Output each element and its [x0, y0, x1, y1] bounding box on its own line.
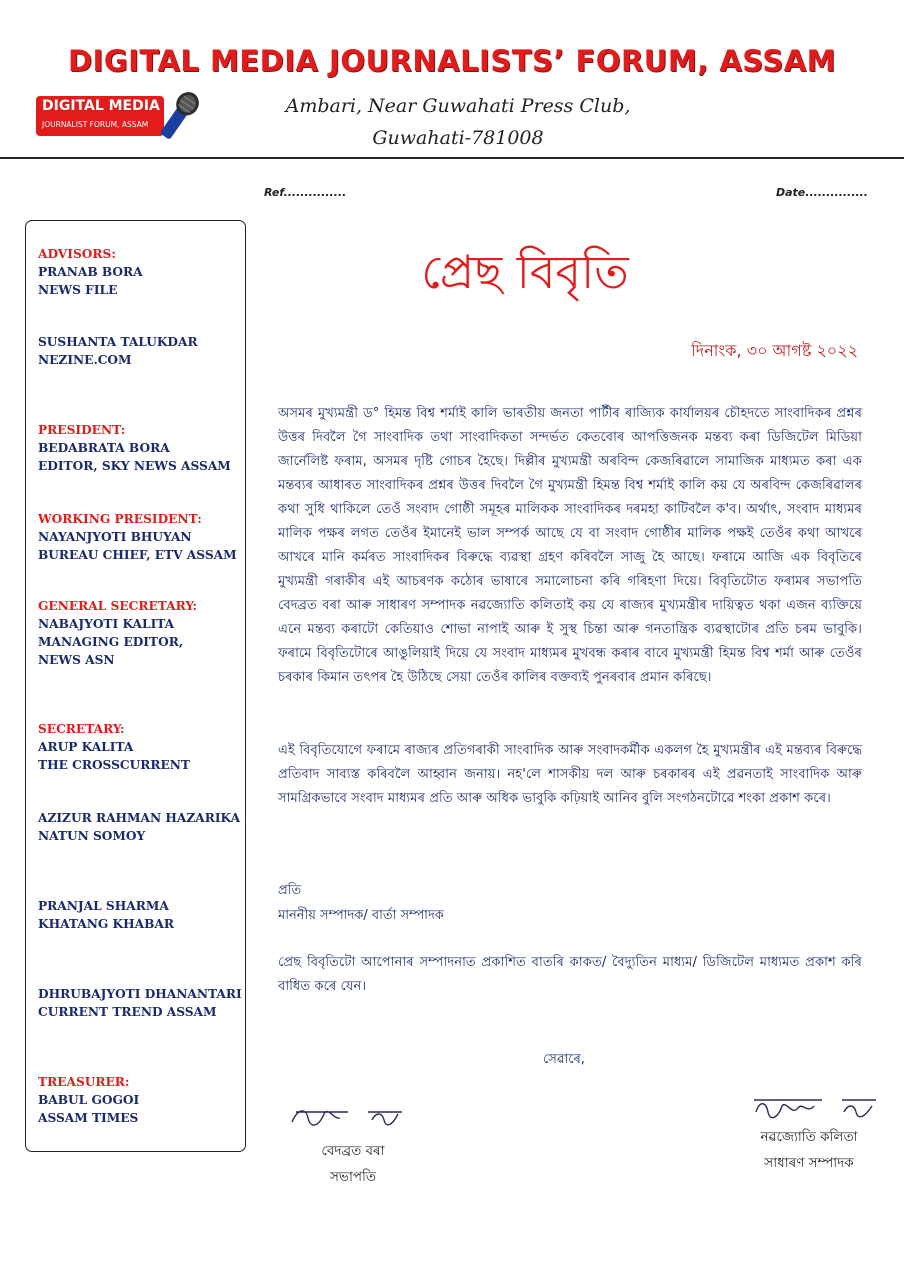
- advisors-block: [38, 245, 143, 299]
- president-role: PRESIDENT:: [38, 423, 126, 437]
- working-president-name: NAYANJYOTI BHUYAN: [38, 530, 192, 544]
- president-org: EDITOR, SKY NEWS ASSAM: [38, 459, 231, 473]
- member1-block: [38, 809, 240, 845]
- publication-request: প্ৰেছ বিবৃতিটো আপোনাৰ সম্পাদনাত প্ৰকাশিত বাতৰি কাকত/ বৈদ্যুতিন মাধ্যম/ ডিজিটেল মাধ্যমত প্ৰকাশ কৰি বাধিত কৰে যেন।: [278, 955, 862, 994]
- press-release-title: প্ৰেছ বিবৃতি: [421, 245, 629, 299]
- recipient-label: মাননীয় সম্পাদক/ বাৰ্তা সম্পাদক: [278, 908, 444, 923]
- treasurer-name: BABUL GOGOI: [38, 1093, 140, 1107]
- header-divider: [0, 157, 904, 159]
- general-secretary-name: NABAJYOTI KALITA: [38, 617, 175, 631]
- date-label: Date...............: [776, 186, 868, 199]
- secretary-role: SECRETARY:: [38, 722, 125, 736]
- logo-text-main: DIGITAL MEDIA: [42, 98, 160, 114]
- body-paragraph-1: অসমৰ মুখ্যমন্ত্ৰী ড° হিমন্ত বিশ্ব শৰ্মাই কালি ভাৰতীয় জনতা পাৰ্টীৰ ৰাজ্যিক কাৰ্যালয়ৰ চৌহদতে সাংবাদিকৰ প্ৰশ্নৰ উত্তৰ দিবলৈ গৈ সাংবাদিক তথা সাংবাদিকতা সন্দৰ্ভত কেতবোৰ আপত্তিজনক মন্তব্য কৰা ডিজিটেল মিডিয়া জাৰ্নেলিষ্ট ফৰাম, অসমৰ দৃষ্টি গোচৰ হৈছে। দিল্লীৰ মুখ্যমন্ত্ৰী অৰবিন্দ কেজৰিৱালে সামাজিক মাধ্যমত কৰা এক মন্তব্যৰ আধাৰত সাংবাদিকৰ প্ৰশ্নৰ উত্তৰ দিবলৈ গৈ মুখ্যমন্ত্ৰী হিমন্ত বিশ্ব শৰ্মাই কালি কয় যে অৰবিন্দ কেজৰিৱালৰ কথা সুধি থাকিলে তেওঁ সংবাদ গোষ্ঠী সমূহৰ মালিকক সাংবাদিকৰ দৰমহা কাটিবলৈ ক'ব। অৰ্থাৎ, সংবাদ মাধ্যমৰ মালিক পক্ষৰ লগত তেওঁৰ ইমানেই ভাল সম্পৰ্ক আছে যে বা সংবাদ গোষ্ঠীৰ মালিক পক্ষই তেওঁৰ কথা আখৰে আখৰে মানি কৰ্মৰত সাংবাদিকৰ বিৰুদ্ধে ব্যৱস্থা গ্ৰহণ কৰিবলৈ সাজু হৈ আছে। ফৰামে আজি এক বিবৃতিৰে মুখ্যমন্ত্ৰী গৰাকীৰ এই আচৰণক কঠোৰ ভাষাৰে সমালোচনা কৰি গৰিহণা দিয়ে। বিবৃতিটোত ফৰামৰ সভাপতি বেদব্ৰত বৰা আৰু সাধাৰণ সম্পাদক নৱজ্যোতি কলিতাই কয় যে ৰাজ্যৰ মুখ্যমন্ত্ৰীৰ দায়িত্বত থকা এজন ব্যক্তিয়ে এনে মন্তব্য কৰাটো কেতিয়াও শোভা নাপাই আৰু ই সুস্থ চিন্তা আৰু গনতান্ত্ৰিক ব্যৱস্থাটোৰ প্ৰতি চৰম ভাবুকি। ফৰামে বিবৃতিটোৰে আঙুলিয়াই দিয়ে যে সংবাদ মাধ্যমৰ মুখবন্ধ কৰাৰ বাবে মুখ্যমন্ত্ৰী হিমন্ত বিশ্ব শৰ্মা আৰু তেওঁৰ চৰকাৰ কিমান তৎপৰ হৈ উঠিছে সেয়া তেওঁৰ কালিৰ বক্তব্যই পুনৰবাৰ প্ৰমান কৰিছে।: [278, 406, 862, 685]
- advisor2-block: [38, 333, 198, 369]
- working-president-role: WORKING PRESIDENT:: [38, 512, 202, 526]
- general-secretary-org-1: MANAGING EDITOR,: [38, 635, 184, 649]
- secretary-org: THE CROSSCURRENT: [38, 758, 190, 772]
- member3-block: [38, 985, 242, 1021]
- logo-text-sub: JOURNALIST FORUM, ASSAM: [42, 120, 149, 129]
- advisor2-name: SUSHANTA TALUKDAR: [38, 335, 198, 349]
- secretary-block: [38, 720, 190, 774]
- member3-org: CURRENT TREND ASSAM: [38, 1005, 217, 1019]
- member2-block: [38, 897, 174, 933]
- member1-org: NATUN SOMOY: [38, 829, 146, 843]
- advisor1-org: NEWS FILE: [38, 283, 118, 297]
- member1-name: AZIZUR RAHMAN HAZARIKA: [38, 811, 241, 825]
- office-bearers-sidebar: [25, 220, 246, 1152]
- prati-label: প্ৰতি: [278, 883, 302, 898]
- advisor2-org: NEZINE.COM: [38, 353, 132, 367]
- general-secretary-role: GENERAL SECRETARY:: [38, 599, 198, 613]
- member3-name: DHRUBAJYOTI DHANANTARI: [38, 987, 242, 1001]
- organization-title: DIGITAL MEDIA JOURNALISTS’ FORUM, ASSAM: [67, 44, 837, 78]
- address-line-2: Guwahati-781008: [372, 127, 544, 149]
- organization-logo: [36, 88, 208, 148]
- secretary-name: ARUP KALITA: [38, 740, 134, 754]
- closing-salutation: সেৱাৰে,: [543, 1052, 585, 1067]
- right-signatory-title: সাধাৰণ সম্পাদক: [764, 1155, 854, 1171]
- president-block: [38, 421, 231, 475]
- press-release-date: দিনাংক, ৩০ আগষ্ট ২০২২: [691, 341, 858, 360]
- general-secretary-block: [38, 597, 197, 669]
- left-signatory-name: বেদব্ৰত বৰা: [321, 1143, 385, 1159]
- advisor1-name: PRANAB BORA: [38, 265, 143, 279]
- treasurer-role: TREASURER:: [38, 1075, 130, 1089]
- microphone-icon: [154, 88, 206, 148]
- organization-address: [258, 90, 658, 154]
- treasurer-org: ASSAM TIMES: [38, 1111, 139, 1125]
- president-name: BEDABRATA BORA: [38, 441, 170, 455]
- left-signature-mark: [288, 1100, 408, 1136]
- member2-org: KHATANG KHABAR: [38, 917, 174, 931]
- working-president-org: BUREAU CHIEF, ETV ASSAM: [38, 548, 237, 562]
- ref-label: Ref...............: [264, 186, 347, 199]
- body-paragraph-2: এই বিবৃতিযোগে ফৰামে ৰাজ্যৰ প্ৰতিগৰাকী সাংবাদিক আৰু সংবাদকৰ্মীক একলগ হৈ মুখ্যমন্ত্ৰীৰ এই মন্তব্যৰ বিৰুদ্ধে প্ৰতিবাদ সাব্যস্ত কৰিবলৈ আহ্বান জনায়। নহ'লে শাসকীয় দল আৰু চৰকাৰৰ এই প্ৰৱনতাই সাংবাদিক আৰু সামগ্ৰিকভাবে সংবাদ মাধ্যমৰ প্ৰতি আৰু অধিক ভাবুকি কঢ়িয়াই আনিব বুলি সংগঠনটোৱে শংকা প্ৰকাশ কৰে।: [278, 743, 862, 806]
- right-signature-mark: [752, 1092, 880, 1126]
- working-president-block: [38, 510, 237, 564]
- member2-name: PRANJAL SHARMA: [38, 899, 169, 913]
- treasurer-block: [38, 1073, 139, 1127]
- right-signatory-name: নৱজ্যোতি কলিতা: [760, 1129, 858, 1145]
- left-signatory-title: সভাপতি: [329, 1169, 377, 1185]
- general-secretary-org-2: NEWS ASN: [38, 653, 115, 667]
- address-line-1: Ambari, Near Guwahati Press Club,: [285, 95, 631, 117]
- advisors-role: ADVISORS:: [38, 247, 116, 261]
